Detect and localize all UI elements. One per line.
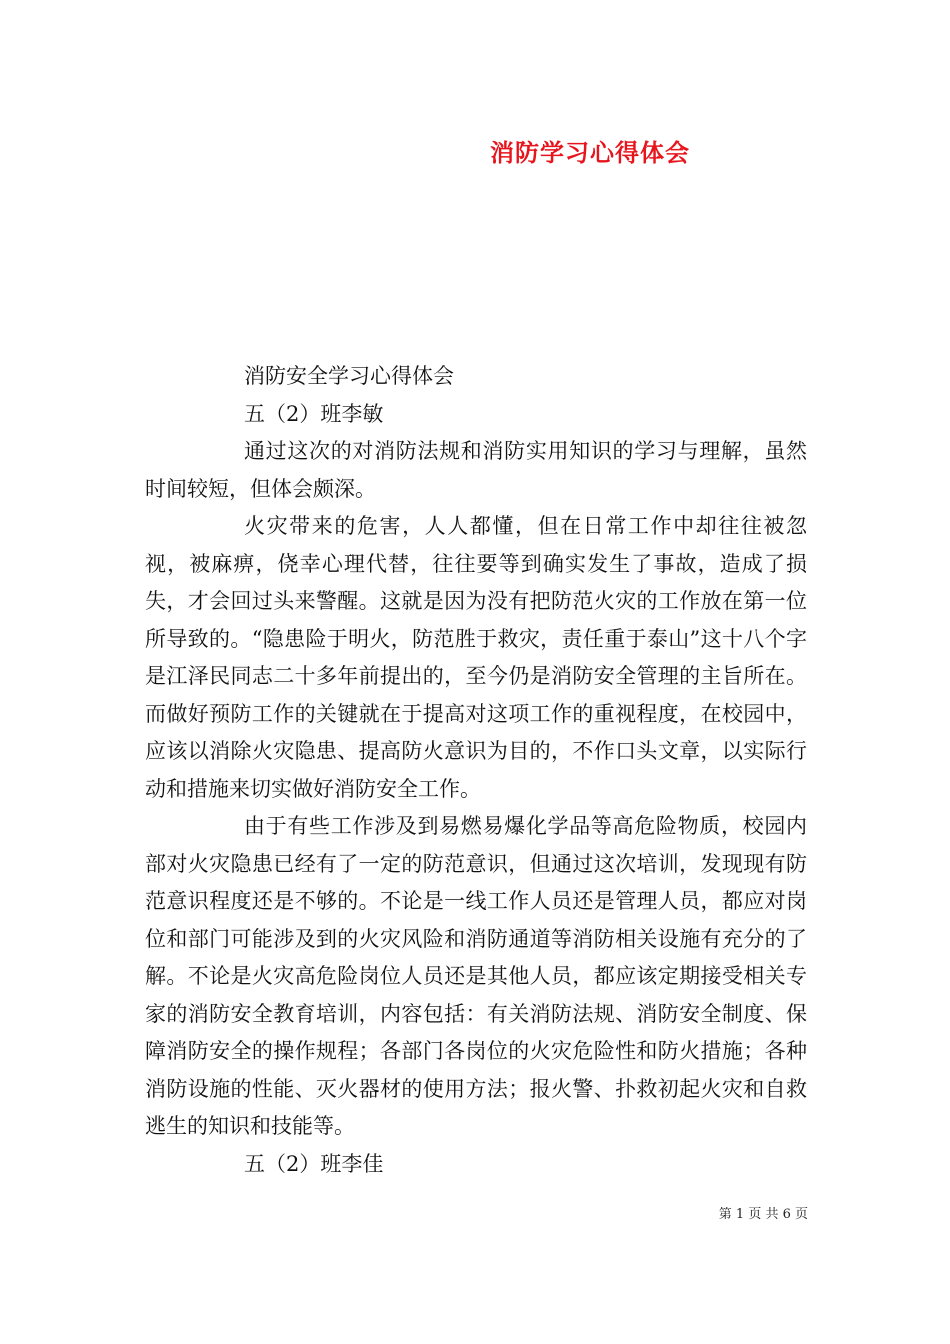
paragraph-author-2: 五（2）班李佳	[244, 1151, 384, 1176]
page-number-footer: 第 1 页 共 6 页	[718, 1207, 808, 1222]
paragraph-fire-hazards: 火灾带来的危害，人人都懂，但在日常工作中却往往被忽视，被麻痹，侥幸心理代替，往往要等到确实发生了事故，造成了损失，才会回过头来警醒。这就是因为没有把防范火灾的工作放在第一位所导致的。“隐患险于明火，防范胜于救灾，责任重于泰山”这十八个字是江泽民同志二十多年前提出的，至今仍是消防安全管理的主旨所在。而做好预防工作的关键就在于提高对这项工作的重视程度，在校园中，应该以消除火灾隐患、提高防火意识为目的，不作口头文章，以实际行动和措施来切实做好消防安全工作。	[145, 514, 807, 801]
document-body	[145, 358, 807, 1183]
paragraph-intro: 通过这次的对消防法规和消防实用知识的学习与理解，虽然时间较短，但体会颇深。	[145, 439, 807, 501]
paragraph-training: 由于有些工作涉及到易燃易爆化学品等高危险物质，校园内部对火灾隐患已经有了一定的防范意识，但通过这次培训，发现现有防范意识程度还是不够的。不论是一线工作人员还是管理人员，都应对岗位和部门可能涉及到的火灾风险和消防通道等消防相关设施有充分的了解。不论是火灾高危险岗位人员还是其他人员，都应该定期接受相关专家的消防安全教育培训，内容包括：有关消防法规、消防安全制度、保障消防安全的操作规程；各部门各岗位的火灾危险性和防火措施；各种消防设施的性能、灭火器材的使用方法；报火警、扑救初起火灾和自救逃生的知识和技能等。	[145, 814, 807, 1138]
paragraph-author-1: 五（2）班李敏	[244, 401, 384, 426]
paragraph-subtitle: 消防安全学习心得体会	[244, 364, 454, 388]
document-title: 消防学习心得体会	[490, 138, 690, 167]
